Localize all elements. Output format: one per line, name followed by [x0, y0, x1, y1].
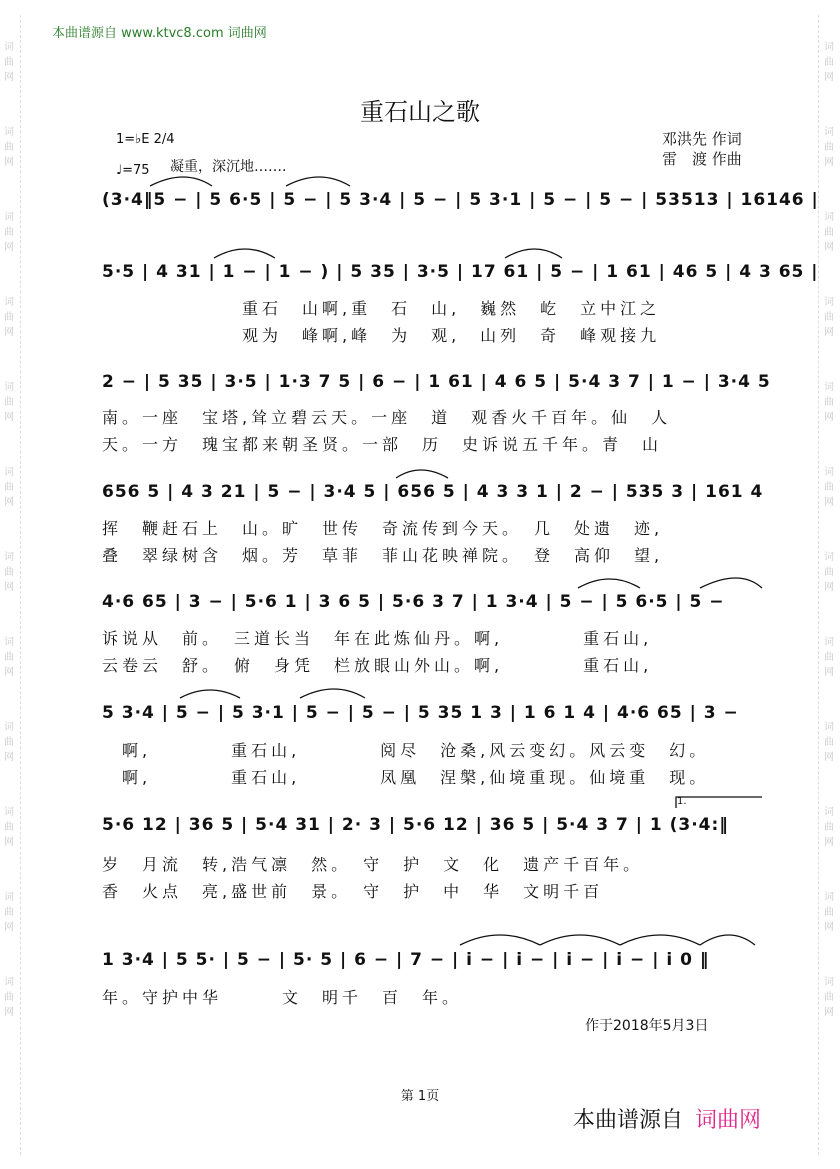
- lyric-line-5b: 云卷云 舒。 俯 身凭 栏放眼山外山。啊, 重石山,: [102, 656, 653, 675]
- slur: [460, 935, 540, 945]
- score-line-5: 4·6 65 | 3 − | 5·6 1 | 3 6 5 | 5·6 3 7 | 1 3·4 | 5 − | 5 6·5 | 5 −: [102, 592, 725, 612]
- key-signature: 1=♭E 2/4: [116, 132, 175, 147]
- slur: [300, 689, 365, 698]
- slur: [214, 249, 275, 258]
- source-header: 本曲谱源自 www.ktvc8.com 词曲网: [52, 26, 267, 41]
- lyric-line-3a: 南。一座 宝塔,耸立碧云天。一座 道 观香火千百年。仙 人: [102, 408, 672, 427]
- score-line-2: 5·5 | 4 31 | 1 − | 1 − ) | 5 35 | 3·5 | 17 61 | 5 − | 1 61 | 46 5 | 4 3 65 |: [102, 262, 819, 282]
- lyric-line-2a: 重石 山啊,重 石 山, 巍然 屹 立中江之: [102, 299, 661, 318]
- lyric-line-7b: 香 火点 亮,盛世前 景。 守 护 中 华 文明千百: [102, 882, 604, 901]
- watermark-left: 词曲网 词曲网 词曲网 词曲网 词曲网 词曲网 词曲网 词曲网 词曲网 词曲网 词曲网 词曲网: [4, 42, 14, 1018]
- footer-source: [573, 1103, 761, 1134]
- song-title: 重石山之歌: [360, 98, 480, 126]
- score-line-7: 5·6 12 | 36 5 | 5·4 31 | 2· 3 | 5·6 12 | 36 5 | 5·4 3 7 | 1 (3·4:‖: [102, 815, 729, 835]
- lyric-line-6a: 啊, 重石山, 阅尽 沧桑,风云变幻。风云变 幻。: [102, 741, 710, 760]
- lyric-line-8a: 年。守护中华 文 明千 百 年。: [102, 988, 463, 1007]
- slur: [540, 935, 620, 945]
- expression-mark: 凝重，深沉地…….: [170, 159, 287, 175]
- slur: [505, 249, 562, 258]
- volta-label: 1.: [677, 796, 687, 807]
- watermark-right: 词曲网 词曲网 词曲网 词曲网 词曲网 词曲网 词曲网 词曲网 词曲网 词曲网 词曲网 词曲网: [824, 42, 834, 1018]
- slur: [700, 935, 755, 945]
- lyric-line-4b: 叠 翠绿树含 烟。芳 草菲 菲山花映禅院。 登 高仰 望,: [102, 546, 664, 565]
- tempo-mark: ♩=75: [116, 163, 150, 178]
- score-line-1: (3·4‖5 − | 5 6·5 | 5 − | 5 3·4 | 5 − | 5 3·1 | 5 − | 5 − | 53513 | 16146 |: [102, 190, 819, 210]
- volta-bracket: [676, 797, 762, 808]
- lyric-line-7a: 岁 月流 转,浩气凛 然。 守 护 文 化 遗产千百年。: [102, 855, 644, 874]
- lyric-line-5a: 诉说从 前。 三道长当 年在此炼仙丹。啊, 重石山,: [102, 629, 653, 648]
- slur: [578, 579, 640, 588]
- slur: [700, 578, 762, 588]
- score-line-4: 656 5 | 4 3 21 | 5 − | 3·4 5 | 656 5 | 4 3 3 1 | 2 − | 535 3 | 161 4: [102, 482, 764, 502]
- composition-date: 作于2018年5月3日: [585, 1018, 709, 1034]
- score-line-8: 1 3·4 | 5 5· | 5 − | 5· 5 | 6 − | 7 − | i − | i − | i − | i − | i 0 ‖: [102, 950, 710, 970]
- footer-source-text: 本曲谱源自: [573, 1108, 684, 1133]
- score-line-3: 2 − | 5 35 | 3·5 | 1·3 7 5 | 6 − | 1 61 | 4 6 5 | 5·4 3 7 | 1 − | 3·4 5: [102, 372, 771, 392]
- slur: [180, 690, 240, 698]
- lyric-line-3b: 天。一方 瑰宝都来朝圣贤。一部 历 史诉说五千年。青 山: [102, 435, 663, 454]
- lyric-line-6b: 啊, 重石山, 凤凰 涅槃,仙境重现。仙境重 现。: [102, 768, 710, 787]
- page-number: 第 1页: [400, 1089, 440, 1104]
- lyric-line-2b: 观为 峰啊,峰 为 观, 山列 奇 峰观接九: [102, 326, 661, 345]
- composer-credit: 雷 渡 作曲: [662, 150, 742, 168]
- slur: [620, 935, 700, 945]
- slur: [286, 177, 350, 186]
- slur: [396, 470, 448, 478]
- lyricist-credit: 邓洪先 作词: [662, 130, 742, 148]
- slur: [150, 177, 212, 186]
- score-line-6: 5 3·4 | 5 − | 5 3·1 | 5 − | 5 − | 5 35 1 3 | 1 6 1 4 | 4·6 65 | 3 −: [102, 703, 739, 723]
- lyric-line-4a: 挥 鞭赶石上 山。旷 世传 奇流传到今天。 几 处遗 迹,: [102, 519, 664, 538]
- footer-brand[interactable]: 词曲网: [695, 1108, 762, 1133]
